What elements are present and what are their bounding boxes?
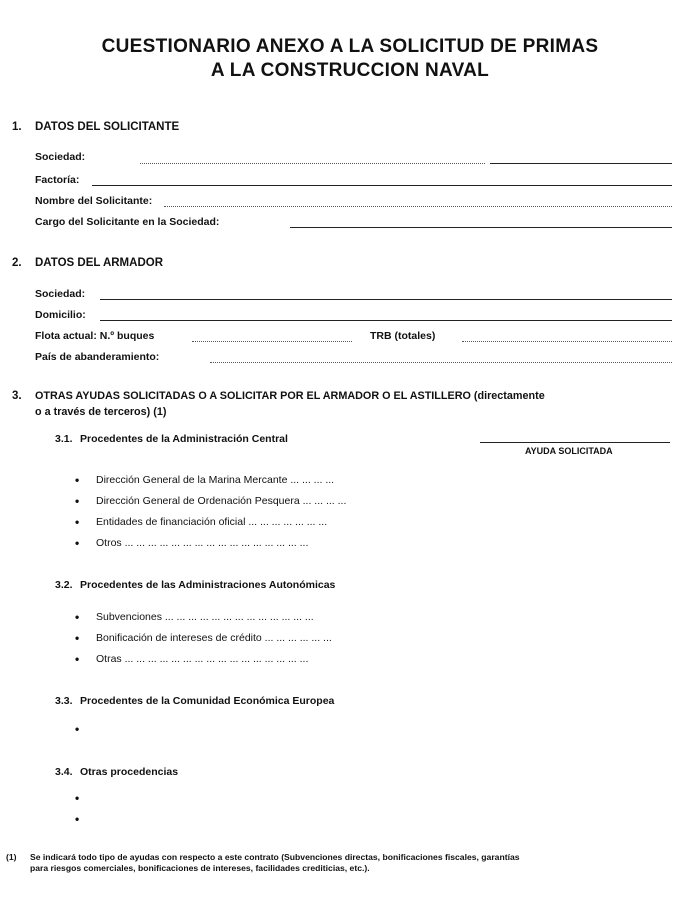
pais-label: País de abanderamiento:: [35, 351, 160, 363]
document-title-line2: A LA CONSTRUCCION NAVAL: [210, 60, 490, 81]
footnote-line1: Se indicará todo tipo de ayudas con respecto a este contrato (Subvenciones directas, bonificaciones fiscales, garantías: [30, 852, 520, 862]
section-2-number: 2.: [12, 257, 22, 269]
bullet: •: [75, 536, 80, 550]
sub-3-2-title: Procedentes de las Administraciones Autonómicas: [80, 579, 336, 591]
sub-3-3-title: Procedentes de la Comunidad Económica Europea: [80, 695, 335, 707]
solicitante-sociedad-label: Sociedad:: [35, 151, 86, 163]
flota-label: Flota actual: N.º buques: [35, 330, 155, 342]
bullet: •: [75, 722, 80, 736]
factoria-field[interactable]: [92, 185, 672, 186]
bullet: •: [75, 812, 80, 826]
ayuda-solicitada-rule: [480, 442, 670, 443]
bullet: •: [75, 473, 80, 487]
factoria-label: Factoría:: [35, 174, 80, 186]
sub-3-1-number: 3.1.: [55, 433, 73, 445]
pais-field[interactable]: [210, 362, 672, 363]
nombre-solicitante-label: Nombre del Solicitante:: [35, 195, 153, 207]
bullet: •: [75, 610, 80, 624]
flota-buques-field[interactable]: [192, 341, 352, 342]
sub-3-4-title: Otras procedencias: [80, 766, 179, 778]
section-1-heading: DATOS DEL SOLICITANTE: [35, 121, 180, 133]
list-item: Dirección General de la Marina Mercante ... ... ... ...: [96, 474, 335, 486]
bullet: •: [75, 631, 80, 645]
list-item: Otros ... ... ... ... ... ... ... ... ... ... ... ... ... ... ... ...: [96, 537, 309, 549]
footnote-line2: para riesgos comerciales, bonificaciones de intereses, facilidades crediticias, etc.).: [30, 863, 370, 873]
bullet: •: [75, 494, 80, 508]
sub-3-2-number: 3.2.: [55, 579, 73, 591]
armador-sociedad-field[interactable]: [100, 299, 672, 300]
list-item: Dirección General de Ordenación Pesquera ... ... ... ...: [96, 495, 347, 507]
section-3-heading-line1: OTRAS AYUDAS SOLICITADAS O A SOLICITAR POR EL ARMADOR O EL ASTILLERO (directamente: [35, 390, 545, 402]
bullet: •: [75, 515, 80, 529]
section-3-number: 3.: [12, 390, 22, 402]
footnote-mark: (1): [6, 852, 17, 862]
nombre-solicitante-field[interactable]: [164, 206, 672, 207]
ayuda-solicitada-header: AYUDA SOLICITADA: [525, 446, 613, 456]
armador-sociedad-label: Sociedad:: [35, 288, 86, 300]
document-title-line1: CUESTIONARIO ANEXO A LA SOLICITUD DE PRIMAS: [101, 36, 599, 57]
list-item: Otras ... ... ... ... ... ... ... ... ... ... ... ... ... ... ... ...: [96, 653, 309, 665]
section-2-heading: DATOS DEL ARMADOR: [35, 257, 163, 269]
sub-3-1-title: Procedentes de la Administración Central: [80, 433, 288, 445]
list-item: Subvenciones ... ... ... ... ... ... ... ... ... ... ... ... ...: [96, 611, 314, 623]
solicitante-sociedad-line: [490, 163, 672, 164]
trb-label: TRB (totales): [370, 330, 436, 342]
section-1-number: 1.: [12, 121, 22, 133]
sub-3-3-number: 3.3.: [55, 695, 73, 707]
list-item: Bonificación de intereses de crédito ... ... ... ... ... ...: [96, 632, 332, 644]
domicilio-field[interactable]: [100, 320, 672, 321]
section-3-heading-line2: o a través de terceros) (1): [35, 406, 167, 418]
cargo-solicitante-field[interactable]: [290, 227, 672, 228]
list-item: Entidades de financiación oficial ... ... ... ... ... ... ...: [96, 516, 328, 528]
bullet: •: [75, 791, 80, 805]
domicilio-label: Domicilio:: [35, 309, 86, 321]
sub-3-4-number: 3.4.: [55, 766, 73, 778]
cargo-solicitante-label: Cargo del Solicitante en la Sociedad:: [35, 216, 220, 228]
bullet: •: [75, 652, 80, 666]
solicitante-sociedad-field[interactable]: [140, 163, 485, 164]
trb-field[interactable]: [462, 341, 672, 342]
